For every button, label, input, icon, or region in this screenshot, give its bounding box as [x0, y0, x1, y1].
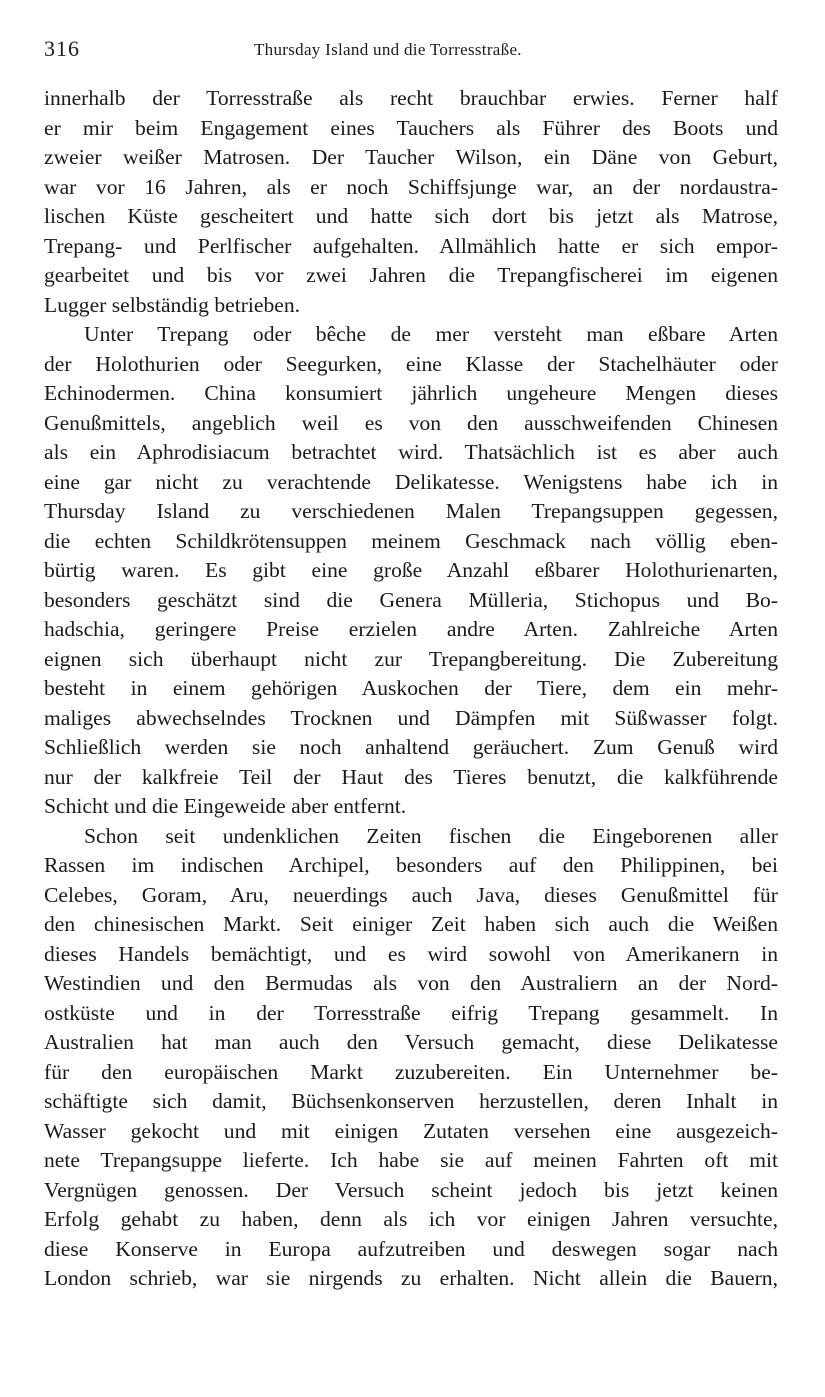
text-line: Schicht und die Eingeweide aber entfernt. — [44, 794, 407, 818]
text-line: hadschia, geringere Preise erzielen andre Arten. Zahlreiche Arten — [44, 617, 778, 641]
text-line: diese Konserve in Europa aufzutreiben und deswegen sogar nach — [44, 1236, 778, 1261]
running-head: Thursday Island und die Torresstraße. — [254, 40, 522, 59]
text-line: der Holothurien oder Seegurken, eine Klasse der Stachelhäuter oder — [44, 351, 778, 376]
text-line: eignen sich überhaupt nicht zur Trepangbereitung. Die Zubereitung — [44, 646, 778, 671]
text-line: nete Trepangsuppe lieferte. Ich habe sie auf meinen Fahrten oft mit — [44, 1148, 778, 1172]
text-line: ostküste und in der Torresstraße eifrig Trepang gesammelt. In — [44, 1000, 778, 1025]
text-line: lischen Küste gescheitert und hatte sich dort bis jetzt als Matrose, — [44, 204, 778, 228]
text-line: dieses Handels bemächtigt, und es wird sowohl von Amerikanern in — [44, 941, 778, 966]
text-line: Rassen im indischen Archipel, besonders auf den Philippinen, bei — [44, 853, 778, 877]
page-header — [44, 36, 784, 66]
text-line: Celebes, Goram, Aru, neuerdings auch Java, dieses Genußmittel für — [44, 882, 778, 907]
text-line: Erfolg gehabt zu haben, denn als ich vor einigen Jahren versuchte, — [44, 1207, 778, 1231]
text-line: Lugger selbständig betrieben. — [44, 292, 301, 317]
text-line: Unter Trepang oder bêche de mer versteht man eßbare Arten — [84, 322, 778, 346]
text-line: die echten Schildkrötensuppen meinem Geschmack nach völlig eben- — [44, 528, 778, 553]
page-number: 316 — [44, 36, 80, 61]
text-line: als ein Aphrodisiacum betrachtet wird. Thatsächlich ist es aber auch — [44, 440, 778, 464]
text-line: besteht in einem gehörigen Auskochen der Tiere, dem ein mehr- — [44, 676, 778, 700]
text-line: Genußmittels, angeblich weil es von den ausschweifenden Chinesen — [44, 410, 778, 435]
text-line: London schrieb, war sie nirgends zu erhalten. Nicht allein die Bauern, — [44, 1266, 778, 1290]
text-line: Trepang- und Perlfischer aufgehalten. Allmählich hatte er sich empor- — [44, 233, 778, 258]
text-line: Westindien und den Bermudas als von den Australiern an der Nord- — [44, 971, 778, 995]
text-line: er mir beim Engagement eines Tauchers als Führer des Boots und — [44, 115, 778, 140]
text-line: war vor 16 Jahren, als er noch Schiffsjunge war, an der nordaustra- — [44, 174, 778, 199]
text-line: maliges abwechselndes Trocknen und Dämpfen mit Süßwasser folgt. — [44, 705, 778, 730]
text-line: schäftigte sich damit, Büchsenkonserven herzustellen, deren Inhalt in — [44, 1089, 778, 1113]
text-line: Schließlich werden sie noch anhaltend geräuchert. Zum Genuß wird — [44, 735, 778, 759]
text-line: Thursday Island zu verschiedenen Malen Trepangsuppen gegessen, — [44, 499, 778, 523]
text-line: Australien hat man auch den Versuch gemacht, diese Delikatesse — [44, 1030, 778, 1054]
text-line: besonders geschätzt sind die Genera Mülleria, Stichopus und Bo- — [44, 587, 778, 612]
text-line: Schon seit undenklichen Zeiten fischen die Eingeborenen aller — [84, 823, 778, 848]
body-text — [44, 84, 778, 1294]
text-line: Echinodermen. China konsumiert jährlich ungeheure Mengen dieses — [44, 381, 778, 405]
text-line: für den europäischen Markt zuzubereiten. Ein Unternehmer be- — [44, 1059, 778, 1084]
text-line: den chinesischen Markt. Seit einiger Zeit haben sich auch die Weißen — [44, 912, 778, 936]
text-line: innerhalb der Torresstraße als recht brauchbar erwies. Ferner half — [44, 86, 778, 110]
text-line: gearbeitet und bis vor zwei Jahren die Trepangfischerei im eigenen — [44, 263, 778, 287]
text-line: Wasser gekocht und mit einigen Zutaten versehen eine ausgezeich- — [44, 1118, 778, 1143]
text-line: nur der kalkfreie Teil der Haut des Tieres benutzt, die kalkführende — [44, 764, 778, 789]
text-line: eine gar nicht zu verachtende Delikatesse. Wenigstens habe ich in — [44, 469, 778, 494]
text-line: Vergnügen genossen. Der Versuch scheint jedoch bis jetzt keinen — [44, 1177, 778, 1202]
text-line: zweier weißer Matrosen. Der Taucher Wilson, ein Däne von Geburt, — [44, 145, 778, 169]
text-line: bürtig waren. Es gibt eine große Anzahl eßbarer Holothurienarten, — [44, 558, 778, 582]
